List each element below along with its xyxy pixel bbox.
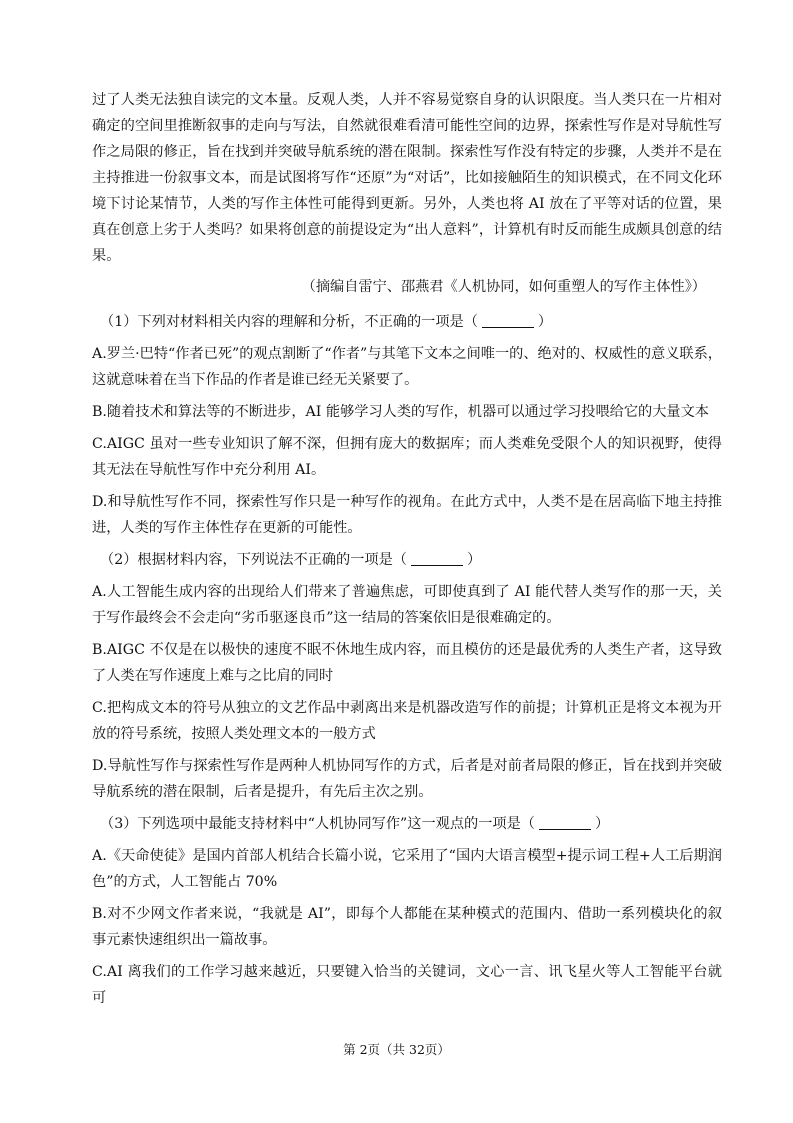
question-2-option-c: C.把构成文本的符号从独立的文艺作品中剥离出来是机器改造写作的前提；计算机正是将文本视为开放的符号系统，按照人类处理文本的一般方式 (92, 700, 722, 742)
question-1-option-c: C.AIGC 虽对一些专业知识了解不深，但拥有庞大的数据库；而人类难免受限个人的知识视野，使得其无法在导航性写作中充分利用 AI。 (92, 436, 722, 478)
question-1-option-a: A.罗兰·巴特“作者已死”的观点割断了“作者”与其笔下文本之间唯一的、绝对的、权威性的意义联系，这就意味着在当下作品的作者是谁已经无关紧要了。 (92, 346, 722, 388)
answer-blank-1 (482, 313, 534, 328)
question-3-stem: （3）下列选项中最能支持材料中“人机协同写作”这一观点的一项是（ ） (100, 816, 610, 832)
question-2-option-a: A.人工智能生成内容的出现给人们带来了普遍焦虑，可即使真到了 AI 能代替人类写作的那一天，关于写作最终会不会走向“劣币驱逐良币”这一结局的答案依旧是很难确定的。 (92, 584, 722, 626)
question-3-option-a: A.《天命使徒》是国内首部人机结合长篇小说，它采用了“国内大语言模型+提示词工程+人工后期润色”的方式，人工智能占 70% (92, 848, 722, 890)
question-2-stem: （2）根据材料内容，下列说法不正确的一项是（ ） (100, 552, 482, 568)
answer-blank-3 (539, 815, 591, 830)
passage-source: （摘编自雷宁、邵燕君《人机协同，如何重塑人的写作主体性》） (301, 279, 706, 295)
document-body (92, 87, 722, 1017)
question-3-option-c: C.AI 离我们的工作学习越来越近，只要键入恰当的关键词，文心一言、讯飞星火等人工智能平台就可 (92, 964, 722, 1006)
question-2-option-b: B.AIGC 不仅是在以极快的速度不眠不休地生成内容，而且模仿的还是最优秀的人类生产者，这导致了人类在写作速度上难与之比肩的同时 (92, 642, 722, 684)
question-1-option-b: B.随着技术和算法等的不断进步，AI 能够学习人类的写作，机器可以通过学习投喂给它的大量文本 (92, 404, 709, 420)
question-1-stem: （1）下列对材料相关内容的理解和分析，不正确的一项是（ ） (100, 314, 553, 330)
question-2-option-d: D.导航性写作与探索性写作是两种人机协同写作的方式，后者是对前者局限的修正，旨在找到并突破导航系统的潜在限制，后者是提升，有先后主次之别。 (92, 758, 722, 800)
passage-paragraph: 过了人类无法独自读完的文本量。反观人类，人并不容易觉察自身的认识限度。当人类只在一片相对确定的空间里推断叙事的走向与写法，自然就很难看清可能性空间的边界，探索性写作是对导航性写作之局限的修正，旨在找到并突破导航系统的潜在限制。探索性写作没有特定的步骤，人类并不是在主持推进一份叙事文本，而是试图将写作“还原”为“对话”，比如接触陌生的知识模式，在不同文化环境下讨论某情节，人类的写作主体性可能得到更新。另外，人类也将 AI 放在了平等对话的位置，果真在创意上劣于人类吗？如果将创意的前提设定为“出人意料”，计算机有时反而能生成颇具创意的结果。 (92, 92, 722, 264)
answer-blank-2 (411, 551, 463, 566)
page-number-footer: 第 2页（共 32页） (343, 1042, 450, 1057)
question-3-option-b: B.对不少网文作者来说，“我就是 AI”，即每个人都能在某种模式的范围内、借助一系列模块化的叙事元素快速组织出一篇故事。 (92, 906, 722, 948)
question-1-option-d: D.和导航性写作不同，探索性写作只是一种写作的视角。在此方式中，人类不是在居高临下地主持推进，人类的写作主体性存在更新的可能性。 (92, 494, 722, 536)
